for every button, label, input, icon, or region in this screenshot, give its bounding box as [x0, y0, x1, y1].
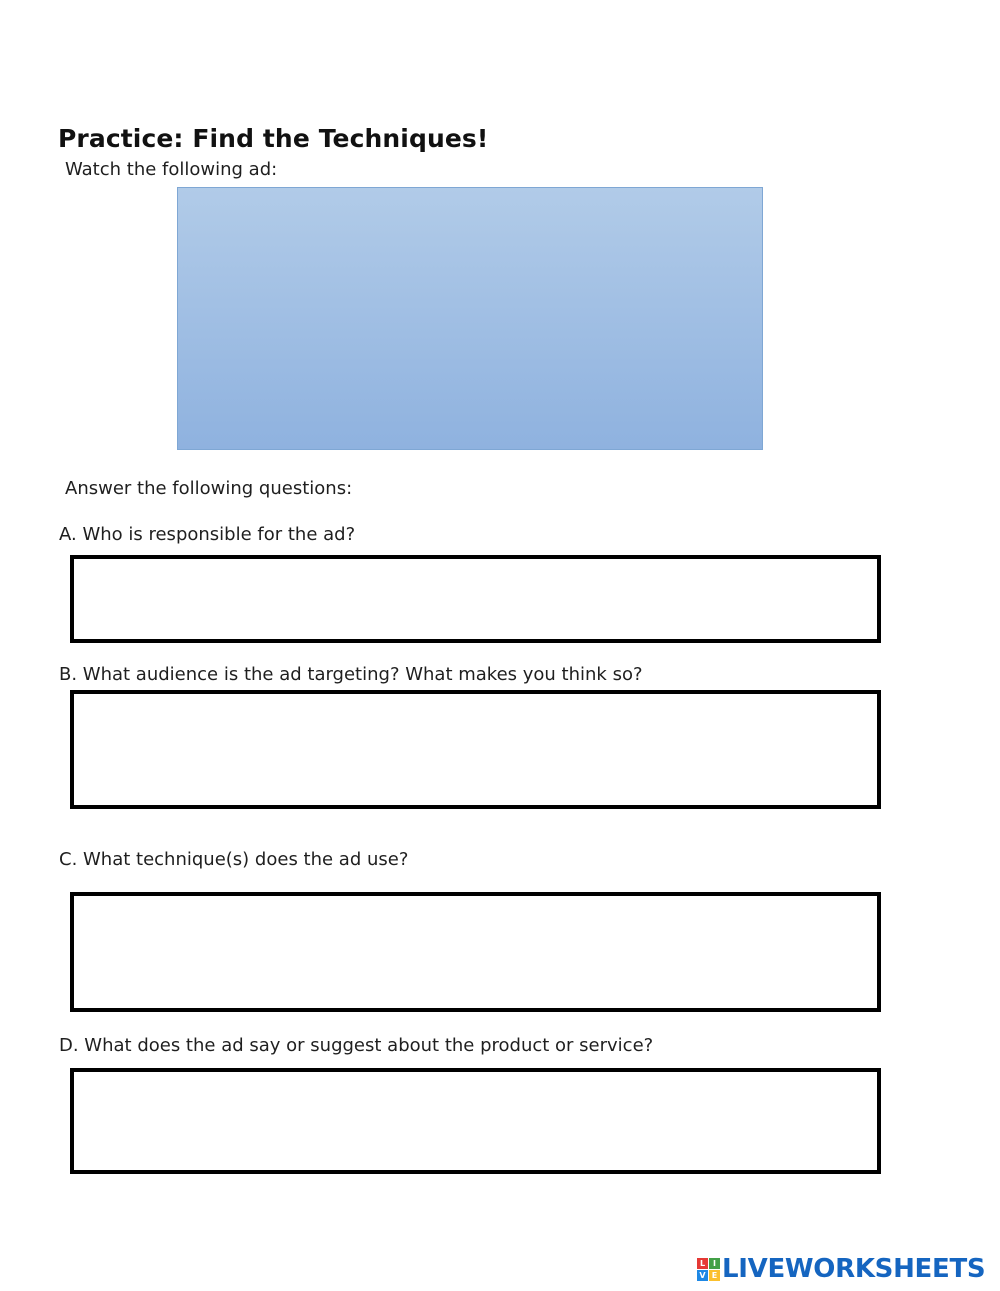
liveworksheets-logo-icon	[697, 1258, 720, 1281]
question-d-label: D. What does the ad say or suggest about the product or service?	[59, 1035, 654, 1056]
page-title: Practice: Find the Techniques!	[58, 124, 489, 153]
intro-text: Watch the following ad:	[65, 159, 278, 180]
question-a-label: A. Who is responsible for the ad?	[59, 524, 356, 545]
answer-box-d[interactable]	[70, 1068, 881, 1174]
answer-box-c[interactable]	[70, 892, 881, 1012]
question-c-label: C. What technique(s) does the ad use?	[59, 849, 409, 870]
liveworksheets-brand	[697, 1254, 985, 1284]
logo-block: V	[697, 1270, 708, 1281]
answer-box-a[interactable]	[70, 555, 881, 643]
logo-block: I	[709, 1258, 720, 1269]
logo-block: E	[709, 1270, 720, 1281]
answer-b-input[interactable]	[74, 694, 877, 805]
answer-c-input[interactable]	[74, 896, 877, 1008]
answer-box-b[interactable]	[70, 690, 881, 809]
question-b-label: B. What audience is the ad targeting? What makes you think so?	[59, 664, 643, 685]
embedded-video-placeholder[interactable]	[177, 187, 763, 450]
brand-name: LIVEWORKSHEETS	[722, 1254, 986, 1284]
answer-a-input[interactable]	[74, 559, 877, 639]
logo-block: L	[697, 1258, 708, 1269]
answer-d-input[interactable]	[74, 1072, 877, 1170]
answer-instructions: Answer the following questions:	[65, 478, 353, 499]
